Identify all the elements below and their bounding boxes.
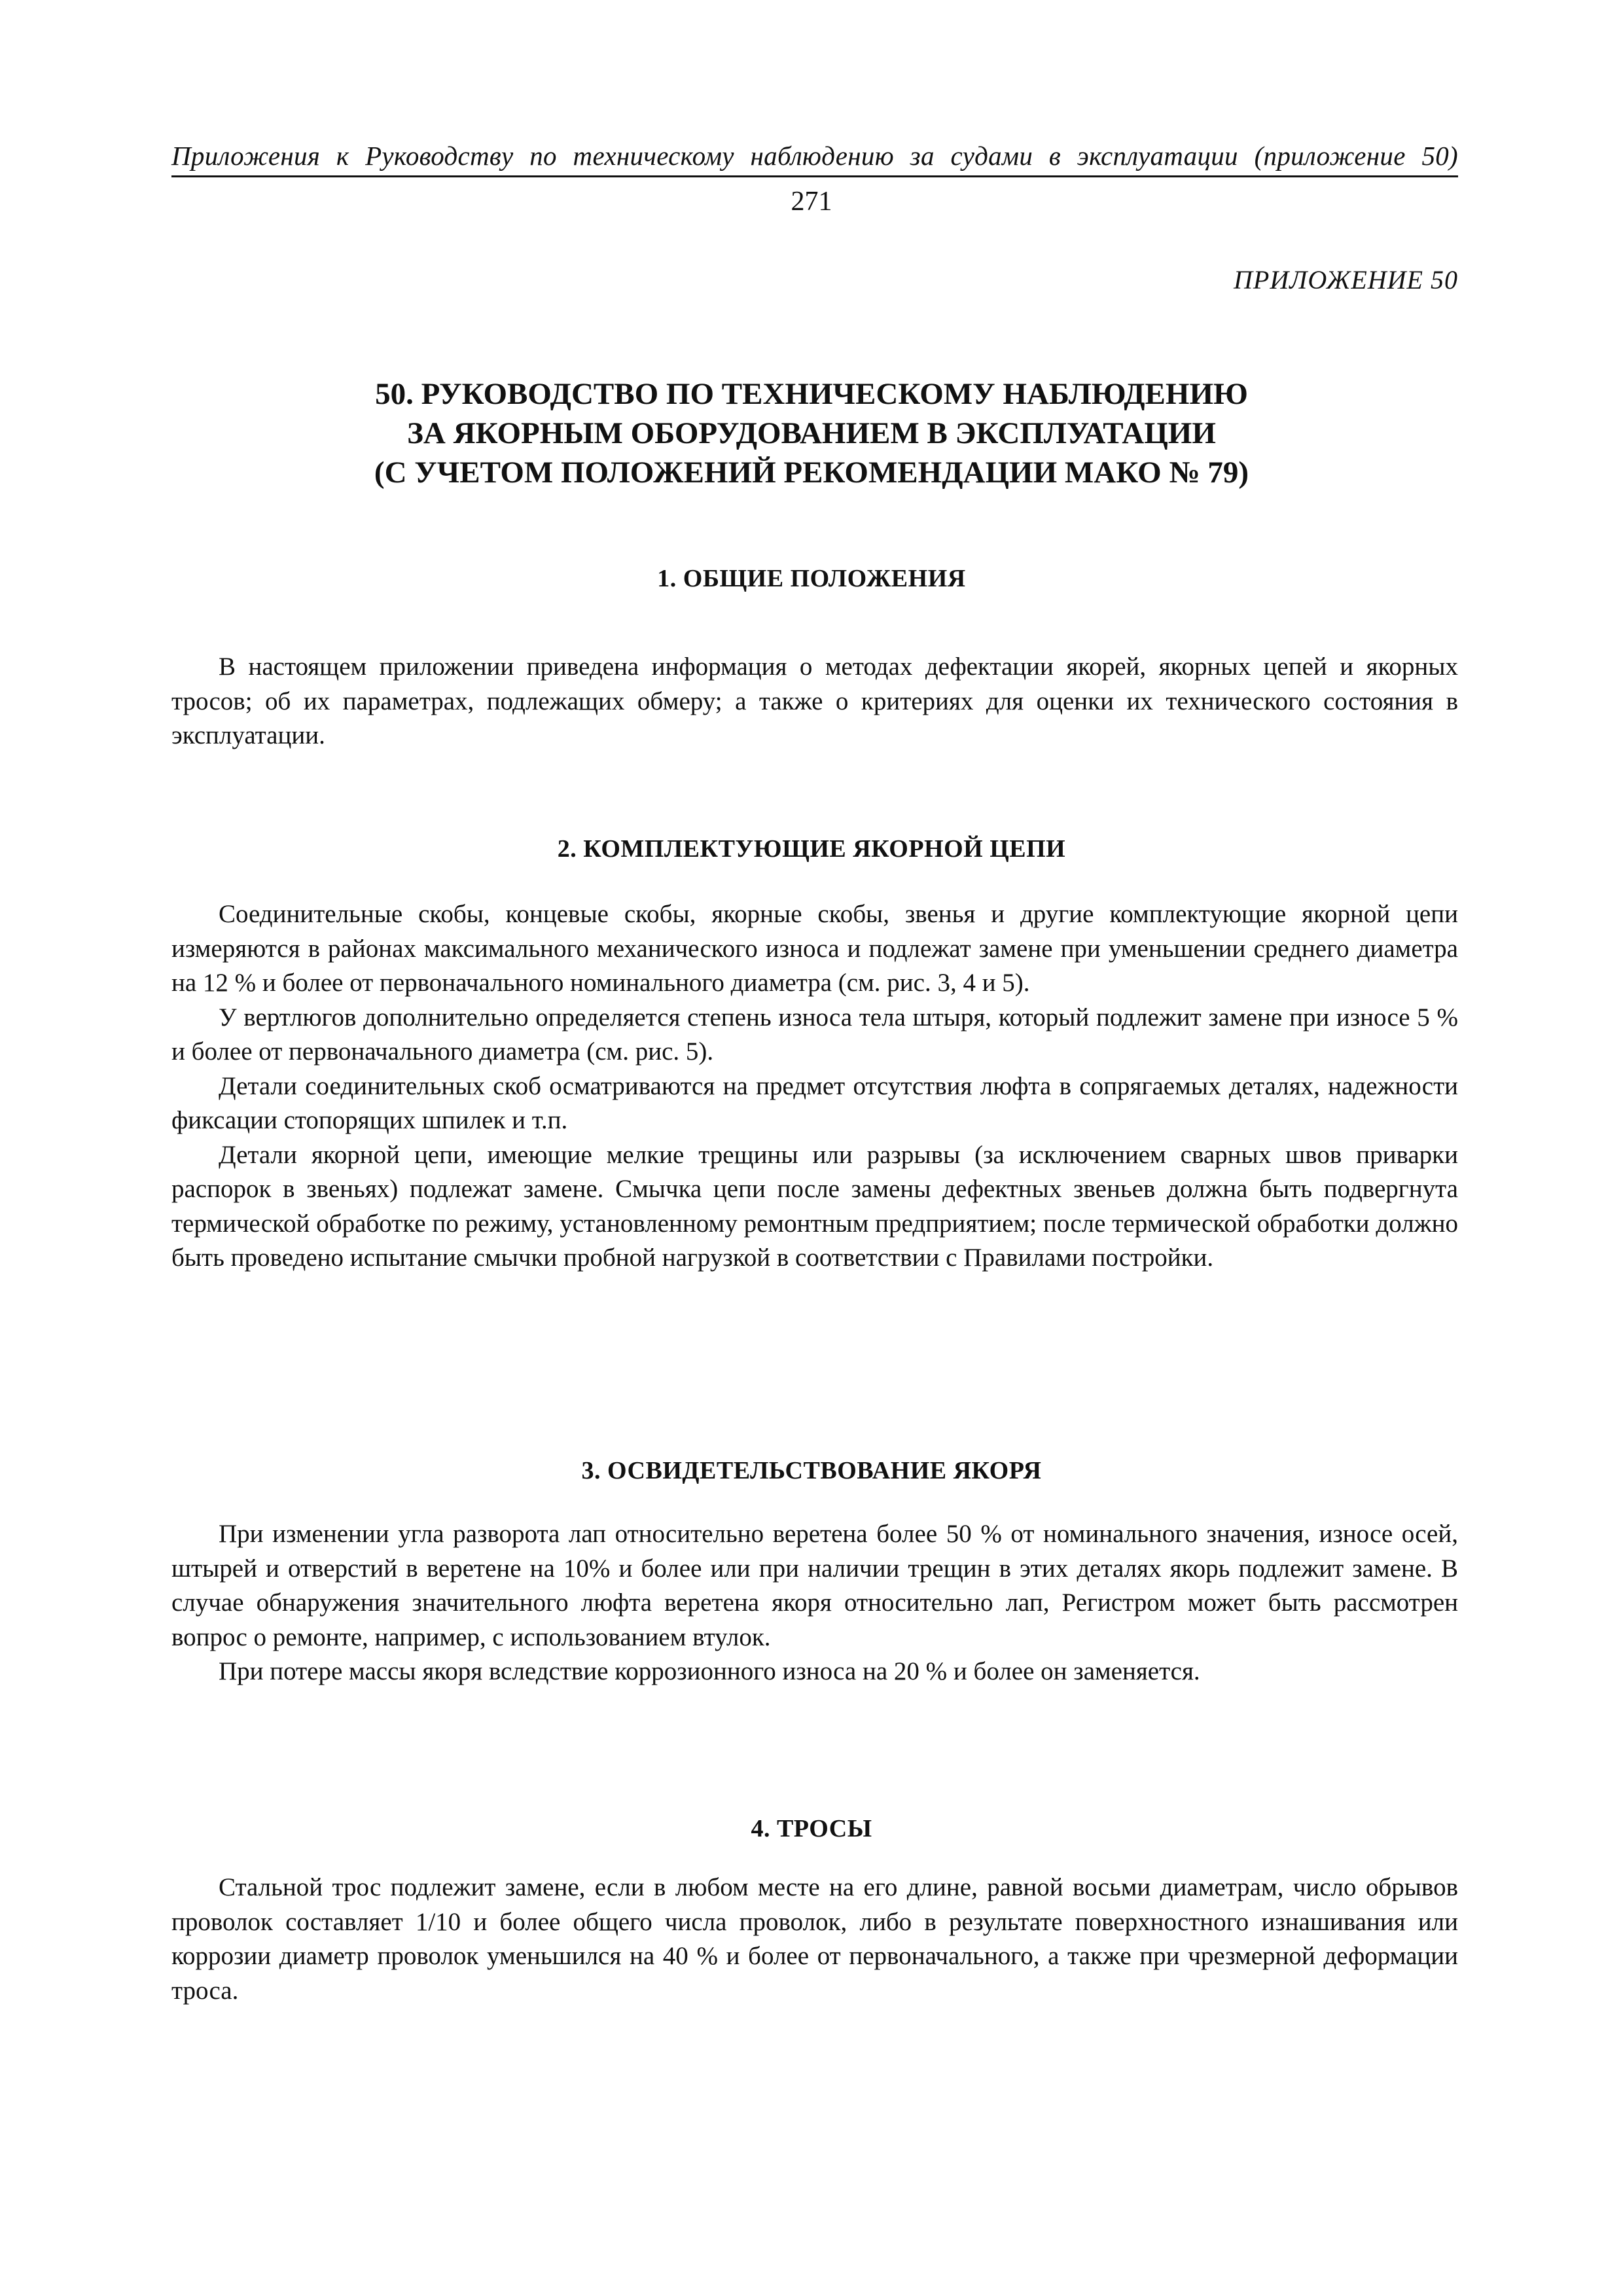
- appendix-label: ПРИЛОЖЕНИЕ 50: [1234, 265, 1458, 295]
- paragraph: Детали соединительных скоб осматриваются на предмет отсутствия люфта в сопрягаемых деталях, надежности фиксации стопорящих шпилек и т.п.: [171, 1071, 1458, 1134]
- header-rule: [171, 175, 1458, 177]
- section-heading-general: 1. ОБЩИЕ ПОЛОЖЕНИЯ: [657, 565, 966, 592]
- section-body-chain-components: [171, 897, 1458, 1276]
- paragraph: При потере массы якоря вследствие коррозионного износа на 20 % и более он заменяется.: [219, 1657, 1200, 1685]
- section-heading-chain-components: 2. КОМПЛЕКТУЮЩИЕ ЯКОРНОЙ ЦЕПИ: [557, 835, 1066, 863]
- paragraph: У вертлюгов дополнительно определяется степень износа тела штыря, который подлежит замене при износе 5 % и более от первоначального диаметра (см. рис. 5).: [171, 1003, 1458, 1066]
- section-heading-ropes: 4. ТРОСЫ: [751, 1815, 872, 1842]
- title-line-3: (С УЧЕТОМ ПОЛОЖЕНИЙ РЕКОМЕНДАЦИИ МАКО № 79): [374, 456, 1249, 490]
- document-title: [0, 374, 1623, 492]
- paragraph: Детали якорной цепи, имеющие мелкие трещины или разрывы (за исключением сварных швов приварки распорок в звеньях) подлежат замене. Смычка цепи после замены дефектных звеньев должна быть подвергнута термической обработке по режиму, установленному ремонтным предприятием; после термической обработки должно быть проведено испытание смычки пробной нагрузкой в соответствии с Правилами постройки.: [171, 1140, 1458, 1272]
- paragraph: Соединительные скобы, концевые скобы, якорные скобы, звенья и другие комплектующие якорной цепи измеряются в районах максимального механического износа и подлежат замене при уменьшении среднего диаметра на 12 % и более от первоначального номинального диаметра (см. рис. 3, 4 и 5).: [171, 900, 1458, 997]
- running-header: Приложения к Руководству по техническому наблюдению за судами в эксплуатации (приложение 50): [171, 141, 1458, 171]
- paragraph: В настоящем приложении приведена информация о методах дефектации якорей, якорных цепей и якорных тросов; об их параметрах, подлежащих обмеру; а также о критериях для оценки их технического состояния в эксплуатации.: [171, 653, 1458, 749]
- page-number: 271: [791, 187, 832, 217]
- section-heading-anchor-survey: 3. ОСВИДЕТЕЛЬСТВОВАНИЕ ЯКОРЯ: [581, 1457, 1042, 1484]
- section-body-ropes: [171, 1871, 1458, 2008]
- section-body-anchor-survey: [171, 1517, 1458, 1689]
- title-line-1: 50. РУКОВОДСТВО ПО ТЕХНИЧЕСКОМУ НАБЛЮДЕНИЮ: [375, 377, 1248, 411]
- paragraph: Стальной трос подлежит замене, если в любом месте на его длине, равной восьми диаметрам, число обрывов проволок составляет 1/10 и более общего числа проволок, либо в результате поверхностного изнашивания или коррозии диаметр проволок уменьшился на 40 % и более от первоначального, а также при чрезмерной деформации троса.: [171, 1873, 1458, 2005]
- section-body-general: [171, 650, 1458, 753]
- paragraph: При изменении угла разворота лап относительно веретена более 50 % от номинального значения, износе осей, штырей и отверстий в веретене на 10% и более или при наличии трещин в этих деталях якорь подлежит замене. В случае обнаружения значительного люфта веретена якоря относительно лап, Регистром может быть рассмотрен вопрос о ремонте, например, с использованием втулок.: [171, 1520, 1458, 1651]
- title-line-2: ЗА ЯКОРНЫМ ОБОРУДОВАНИЕМ В ЭКСПЛУАТАЦИИ: [407, 416, 1216, 450]
